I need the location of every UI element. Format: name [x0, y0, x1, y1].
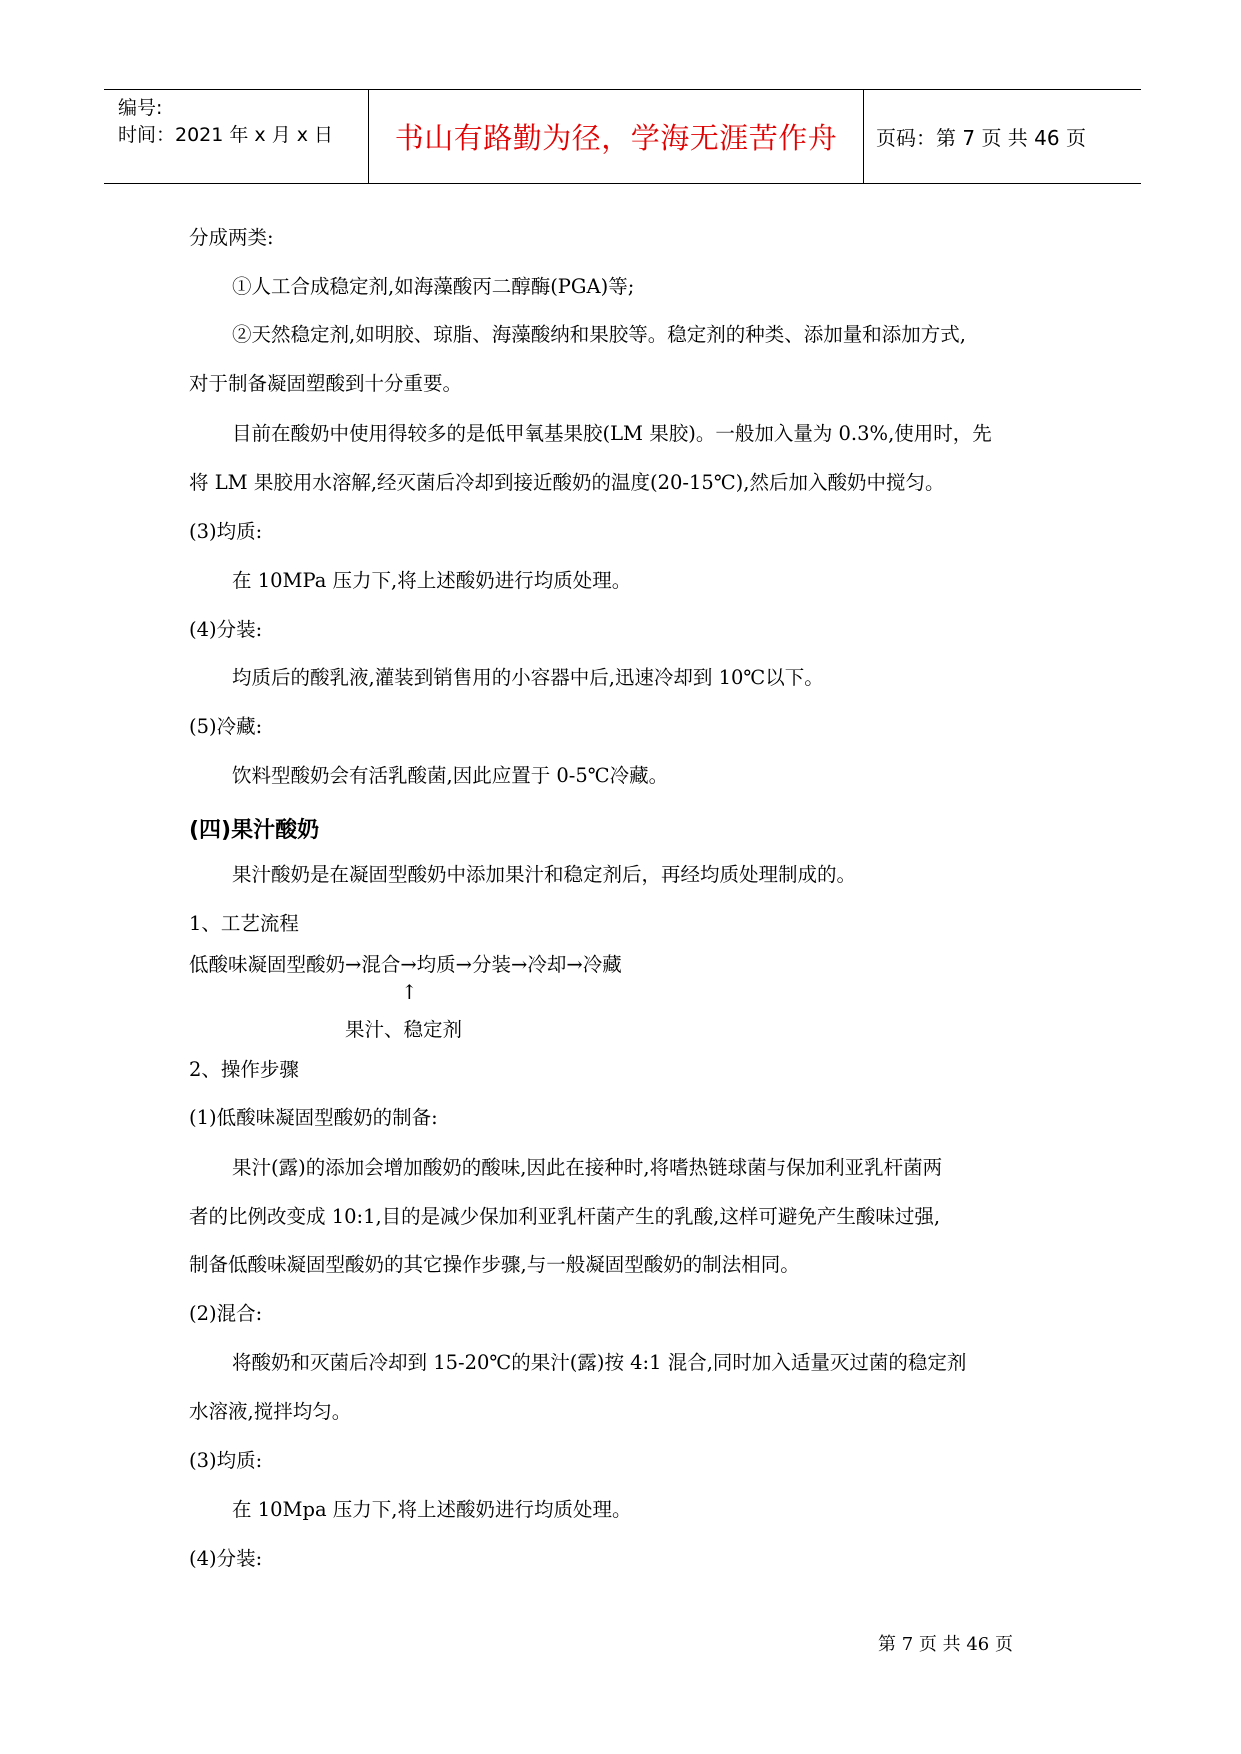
- paragraph: 在 10Mpa 压力下,将上述酸奶进行均质处理。: [232, 1498, 632, 1521]
- header-page-info: 页码：第 7 页 共 46 页: [876, 126, 1086, 150]
- section-heading: (4)分装:: [189, 1547, 263, 1570]
- paragraph: 者的比例改变成 10:1,目的是减少保加利亚乳杆菌产生的乳酸,这样可避免产生酸味过强,: [189, 1205, 941, 1228]
- paragraph: 果汁(露)的添加会增加酸奶的酸味,因此在接种时,将嗜热链球菌与保加利亚乳杆菌两: [232, 1156, 943, 1179]
- number-label: 编号:: [118, 97, 163, 119]
- paragraph: 饮料型酸奶会有活乳酸菌,因此应置于 0-5℃冷藏。: [232, 764, 669, 787]
- paragraph: 将 LM 果胶用水溶解,经灭菌后冷却到接近酸奶的温度(20-15℃),然后加入酸奶中搅匀。: [189, 471, 945, 494]
- section-heading: (3)均质:: [189, 520, 263, 543]
- section-heading: (4)分装:: [189, 618, 263, 641]
- section-heading: (1)低酸味凝固型酸奶的制备:: [189, 1106, 438, 1129]
- paragraph: 在 10MPa 压力下,将上述酸奶进行均质处理。: [232, 569, 632, 592]
- paragraph: 水溶液,搅拌均匀。: [189, 1400, 352, 1423]
- paragraph: 将酸奶和灭菌后冷却到 15-20℃的果汁(露)按 4:1 混合,同时加入适量灭过菌的稳定剂: [232, 1351, 967, 1374]
- paragraph: ①人工合成稳定剂,如海藻酸丙二醇酶(PGA)等;: [232, 275, 635, 298]
- flow-input: 果汁、稳定剂: [345, 1018, 463, 1041]
- chapter-heading: (四)果汁酸奶: [189, 818, 320, 843]
- process-flow: 低酸味凝固型酸奶→混合→均质→分装→冷却→冷藏: [189, 953, 622, 976]
- section-heading: 2、操作步骤: [189, 1058, 299, 1081]
- section-heading: (5)冷藏:: [189, 715, 263, 738]
- arrow-up-icon: ↑: [401, 980, 418, 1004]
- paragraph: 目前在酸奶中使用得较多的是低甲氧基果胶(LM 果胶)。一般加入量为 0.3%,使用时，先: [232, 422, 992, 445]
- header-motto: 书山有路勤为径，学海无涯苦作舟: [369, 90, 864, 183]
- page-footer: 第 7 页 共 46 页: [878, 1634, 1013, 1655]
- section-heading: 1、工艺流程: [189, 912, 299, 935]
- paragraph: 分成两类:: [189, 226, 274, 249]
- paragraph: 果汁酸奶是在凝固型酸奶中添加果汁和稳定剂后，再经均质处理制成的。: [232, 863, 857, 886]
- section-heading: (3)均质:: [189, 1449, 263, 1472]
- time-label: 时间：2021 年 x 月 x 日: [118, 124, 334, 146]
- paragraph: ②天然稳定剂,如明胶、琼脂、海藻酸纳和果胶等。稳定剂的种类、添加量和添加方式,: [232, 323, 966, 346]
- paragraph: 对于制备凝固塑酸到十分重要。: [189, 372, 463, 395]
- paragraph: 均质后的酸乳液,灌装到销售用的小容器中后,迅速冷却到 10℃以下。: [232, 666, 824, 689]
- header-left-cell: [104, 90, 369, 183]
- header-table: [104, 89, 1141, 184]
- paragraph: 制备低酸味凝固型酸奶的其它操作步骤,与一般凝固型酸奶的制法相同。: [189, 1253, 800, 1276]
- section-heading: (2)混合:: [189, 1302, 263, 1325]
